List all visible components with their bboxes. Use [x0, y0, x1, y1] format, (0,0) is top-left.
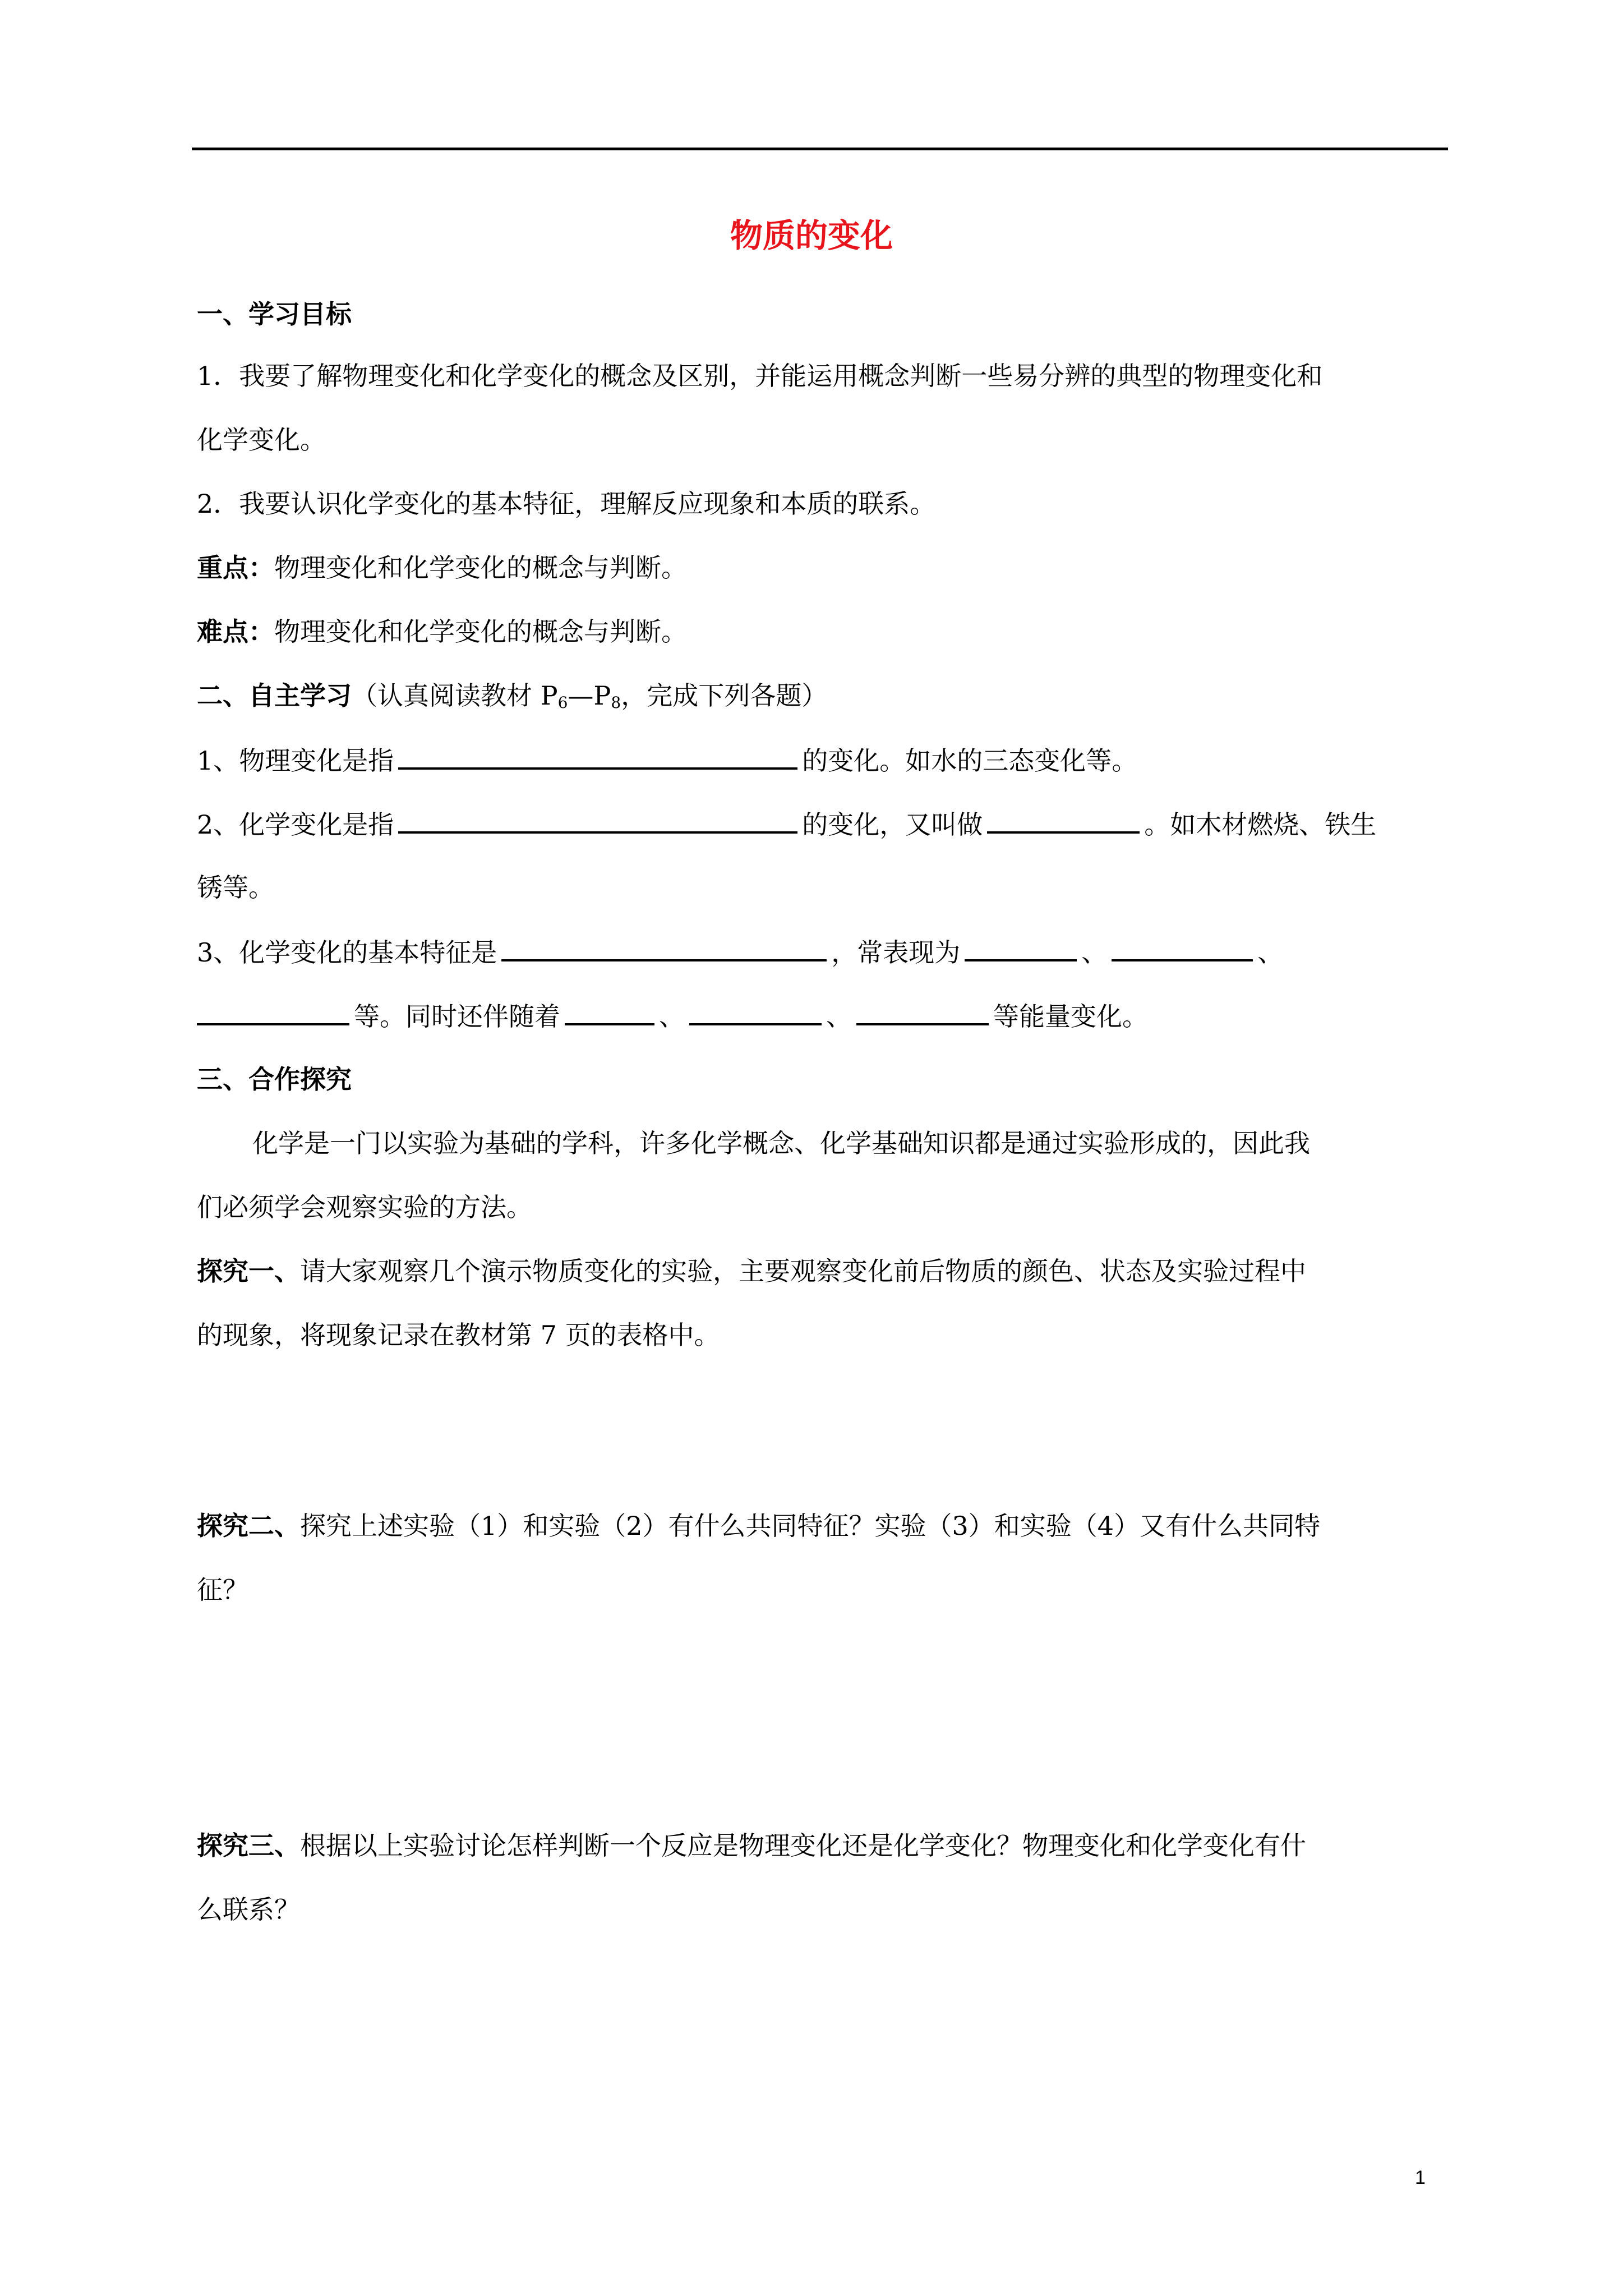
separator: 、 [659, 1001, 685, 1032]
key-point-text: 物理变化和化学变化的概念与判断。 [274, 553, 687, 583]
question-3-middle: ，常表现为 [831, 937, 961, 968]
exploration-3-label: 探究三、 [197, 1830, 300, 1861]
answer-blank-q3-energy-1[interactable] [565, 999, 654, 1025]
section-heading-self-study [197, 679, 827, 712]
question-1-suffix: 的变化。如水的三态变化等。 [802, 746, 1138, 776]
exploration-2-label: 探究二、 [197, 1511, 300, 1541]
question-2-suffix: 。如木材燃烧、铁生 [1144, 809, 1377, 840]
self-study-heading: 二、自主学习 [197, 680, 352, 711]
question-1 [197, 743, 1137, 777]
cooperative-intro-line-1: 化学是一门以实验为基础的学科，许多化学概念、化学基础知识都是通过实验形成的，因此我 [252, 1128, 1310, 1158]
self-study-note-a: （认真阅读教材 P [352, 680, 558, 711]
separator: 、 [1257, 937, 1284, 968]
exploration-1-line-2: 的现象，将现象记录在教材第 7 页的表格中。 [197, 1320, 720, 1350]
question-3-suffix: 等能量变化。 [993, 1001, 1148, 1032]
objective-1-line-1: 1．我要了解物理变化和化学变化的概念及区别，并能运用概念判断一些易分辨的典型的物理变化和 [197, 361, 1323, 391]
page-number: 1 [1415, 2167, 1426, 2188]
separator: 、 [1081, 937, 1108, 968]
question-3 [197, 935, 1283, 969]
answer-blank-q3-phenomenon-3[interactable] [197, 999, 349, 1025]
exploration-2-text: 探究上述实验（1）和实验（2）有什么共同特征？实验（3）和实验（4）又有什么共同特 [300, 1511, 1321, 1541]
page-sub-6: 6 [557, 693, 568, 712]
header-rule [192, 148, 1448, 150]
section-heading-objectives: 一、学习目标 [197, 299, 352, 329]
exploration-3-text: 根据以上实验讨论怎样判断一个反应是物理变化还是化学变化？物理变化和化学变化有什 [300, 1830, 1306, 1861]
difficult-point-text: 物理变化和化学变化的概念与判断。 [274, 616, 687, 647]
answer-blank-q2-alias[interactable] [987, 807, 1140, 834]
exploration-2-line-2: 征？ [197, 1575, 248, 1605]
page-sub-8: 8 [611, 693, 621, 712]
exploration-3-line-2: 么联系？ [197, 1894, 300, 1925]
question-2-prompt: 2、化学变化是指 [197, 809, 394, 840]
separator: 、 [826, 1001, 852, 1032]
answer-blank-q3-feature[interactable] [501, 935, 827, 961]
exploration-2-line-1 [197, 1509, 1320, 1543]
difficult-point-label: 难点： [197, 616, 274, 647]
answer-blank-q3-energy-3[interactable] [856, 999, 989, 1025]
answer-blank-q3-phenomenon-2[interactable] [1112, 935, 1253, 961]
question-2-middle: 的变化，又叫做 [802, 809, 983, 840]
key-point [197, 551, 687, 585]
key-point-label: 重点： [197, 553, 274, 583]
exploration-3-line-1 [197, 1829, 1306, 1862]
exploration-1-label: 探究一、 [197, 1256, 300, 1286]
self-study-note-mid: —P [568, 680, 611, 711]
answer-blank-q3-energy-2[interactable] [689, 999, 822, 1025]
question-2-line-2: 锈等。 [197, 872, 274, 903]
answer-blank-q1[interactable] [398, 743, 797, 770]
question-1-prompt: 1、物理变化是指 [197, 746, 394, 776]
answer-blank-q3-phenomenon-1[interactable] [965, 935, 1077, 961]
objective-1-line-2: 化学变化。 [197, 425, 326, 455]
question-3-prompt: 3、化学变化的基本特征是 [197, 937, 497, 968]
objective-2: 2．我要认识化学变化的基本特征，理解反应现象和本质的联系。 [197, 489, 936, 519]
section-heading-cooperative: 三、合作探究 [197, 1064, 352, 1094]
page-title: 物质的变化 [730, 217, 893, 255]
question-2 [197, 807, 1376, 841]
self-study-note-b: ，完成下列各题） [621, 680, 828, 711]
question-3-continuation: 等。同时还伴随着 [354, 1001, 560, 1032]
exploration-1-line-1 [197, 1254, 1306, 1288]
difficult-point [197, 615, 687, 648]
answer-blank-q2-definition[interactable] [398, 807, 797, 834]
cooperative-intro-line-2: 们必须学会观察实验的方法。 [197, 1192, 532, 1222]
question-3-line-2 [197, 999, 1148, 1033]
exploration-1-text: 请大家观察几个演示物质变化的实验，主要观察变化前后物质的颜色、状态及实验过程中 [300, 1256, 1306, 1286]
